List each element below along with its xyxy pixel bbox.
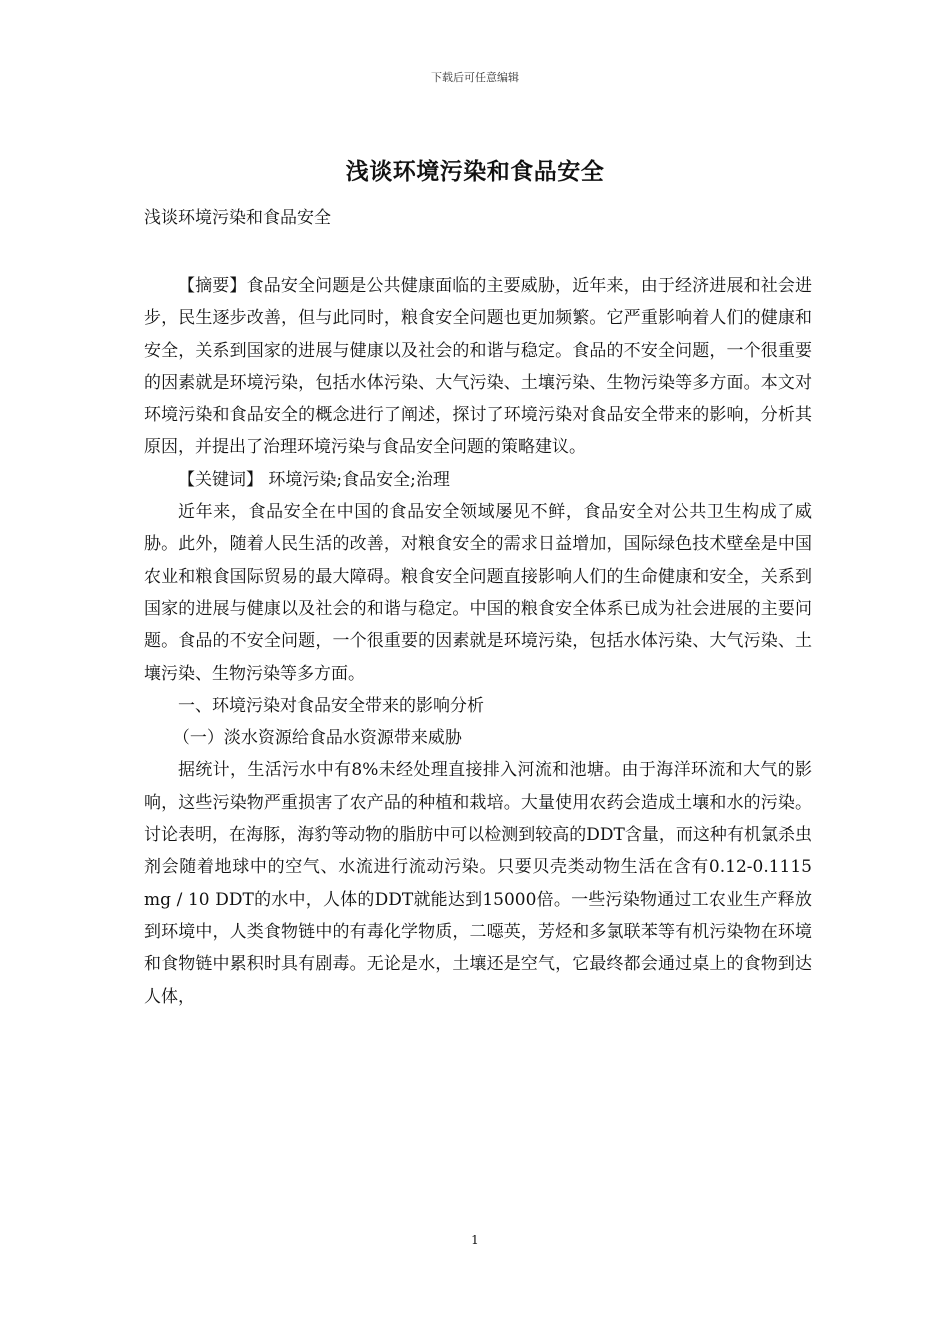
intro-paragraph: 近年来，食品安全在中国的食品安全领域屡见不鲜，食品安全对公共卫生构成了威胁。此外，随着人民生活的改善，对粮食安全的需求日益增加，国际绿色技术壁垒是中国农业和粮食国际贸易的最大障碍。粮食安全问题直接影响人们的生命健康和安全，关系到国家的进展与健康以及社会的和谐与稳定。中国的粮食安全体系已成为社会进展的主要问题。食品的不安全问题，一个很重要的因素就是环境污染，包括水体污染、大气污染、土壤污染、生物污染等多方面。	[144, 502, 812, 684]
keywords-text: 环境污染;食品安全;治理	[263, 469, 450, 490]
abstract-paragraph	[144, 270, 812, 464]
keywords-label: 【关键词】	[178, 469, 263, 490]
document-body	[144, 270, 812, 1013]
keywords-paragraph	[144, 464, 812, 496]
section-heading-1: 一、环境污染对食品安全带来的影响分析	[178, 695, 484, 716]
document-subtitle: 浅谈环境污染和食品安全	[144, 208, 331, 228]
page-number: 1	[471, 1233, 479, 1247]
abstract-label: 【摘要】	[178, 276, 247, 296]
abstract-text: 食品安全问题是公共健康面临的主要威胁，近年来，由于经济进展和社会进步，民生逐步改善，但与此同时，粮食安全问题也更加频繁。它严重影响着人们的健康和安全，关系到国家的进展与健康以及社会的和谐与稳定。食品的不安全问题，一个很重要的因素就是环境污染，包括水体污染、大气污染、土壤污染、生物污染等多方面。本文对环境污染和食品安全的概念进行了阐述，探讨了环境污染对食品安全带来的影响，分析其原因，并提出了治理环境污染与食品安全问题的策略建议。	[144, 276, 813, 458]
document-title: 浅谈环境污染和食品安全	[345, 158, 605, 185]
page-header-note: 下载后可任意编辑	[431, 71, 519, 84]
subsection-heading-1-1: （一）淡水资源给食品水资源带来威胁	[172, 728, 462, 749]
body-paragraph-1: 据统计，生活污水中有8%未经处理直接排入河流和池塘。由于海洋环流和大气的影响，这些污染物严重损害了农产品的种植和栽培。大量使用农药会造成土壤和水的污染。讨论表明，在海豚，海豹等动物的脂肪中可以检测到较高的DDT含量，而这种有机氯杀虫剂会随着地球中的空气、水流进行流动污染。只要贝壳类动物生活在含有0.12-0.1115 mg / 10 DDT的水中，人体的DDT就能达到15000倍。一些污染物通过工农业生产释放到环境中，人类食物链中的有毒化学物质，二噁英，芳烃和多氯联苯等有机污染物在环境和食物链中累积时具有剧毒。无论是水，土壤还是空气，它最终都会通过桌上的食物到达人体，	[144, 760, 812, 1007]
